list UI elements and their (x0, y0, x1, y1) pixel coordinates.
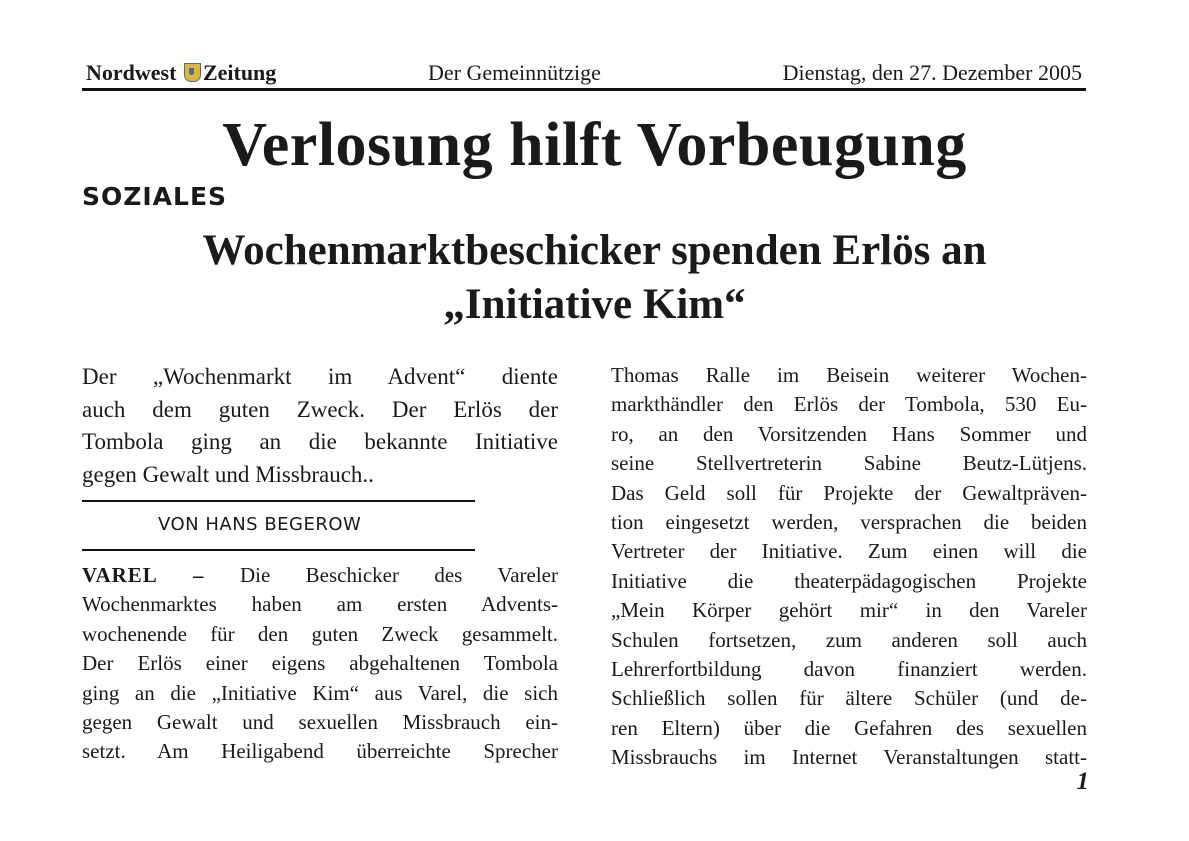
section-name: Der Gemeinnützige (428, 60, 601, 85)
body-column-1 (82, 561, 558, 767)
lead-paragraph (82, 361, 558, 491)
body-line: Missbrauchs im Internet Veranstaltungen statt- (611, 745, 1087, 770)
body-line: Lehrerfortbildung davon finanziert werden. (611, 656, 1087, 681)
body-line: Das Geld soll für Projekte der Gewaltpräven- (611, 480, 1087, 505)
page-number: 1 (1076, 768, 1089, 795)
issue-date: Dienstag, den 27. Dezember 2005 (782, 60, 1082, 85)
body-line: tion eingesetzt werden, versprachen die beiden (611, 509, 1087, 534)
body-line: ging an die „Initiative Kim“ aus Varel, die sich (82, 680, 558, 705)
byline-rule-top (82, 500, 475, 502)
body-line: wochenende für den guten Zweck gesammelt. (82, 621, 558, 646)
body-line: Thomas Ralle im Beisein weiterer Wochen- (611, 363, 1087, 387)
body-line: Schulen fortsetzen, zum anderen soll auch (611, 627, 1087, 652)
body-line: „Mein Körper gehört mir“ in den Vareler (611, 598, 1087, 623)
body-line: Wochenmarktes haben am ersten Advents- (82, 592, 558, 617)
newspaper-name-part1: Nordwest (86, 60, 177, 85)
lead-line: Tombola ging an die bekannte Initiative (82, 429, 558, 454)
headline: Verlosung hilft Vorbeugung (222, 111, 967, 179)
body-column-2 (611, 361, 1087, 772)
body-line: setzt. Am Heiligabend überreichte Sprecher (82, 739, 558, 764)
newspaper-name-part2: Zeitung (202, 60, 277, 85)
byline-rule-bottom (82, 549, 475, 551)
dateline: VAREL – (82, 563, 205, 587)
newspaper-name (86, 60, 276, 86)
kicker: SOZIALES (82, 182, 228, 211)
lead-line: gegen Gewalt und Missbrauch.. (82, 461, 374, 487)
body-line: ren Eltern) über die Gefahren des sexuellen (611, 715, 1087, 740)
subheadline-line: Wochenmarktbeschicker spenden Erlös an (202, 227, 987, 274)
body-line: ro, an den Vorsitzenden Hans Sommer und (611, 421, 1087, 446)
body-line: Der Erlös einer eigens abgehaltenen Tombola (82, 651, 558, 676)
body-line: seine Stellvertreterin Sabine Beutz-Lütjens. (611, 451, 1087, 476)
body-line (82, 561, 558, 590)
body-line: gegen Gewalt und sexuellen Missbrauch ein- (82, 709, 558, 734)
body-line: markthändler den Erlös der Tombola, 530 Eu- (611, 392, 1087, 417)
body-line: Schließlich sollen für ältere Schüler (und de- (611, 686, 1087, 711)
subheadline-line: „Initiative Kim“ (443, 281, 746, 328)
body-line: Vertreter der Initiative. Zum einen will die (611, 539, 1087, 564)
masthead (82, 58, 1086, 91)
lead-line: Der „Wochenmarkt im Advent“ diente (82, 364, 558, 389)
byline: VON HANS BEGEROW (158, 514, 362, 535)
body-line-text: Die Beschicker des Vareler (239, 563, 558, 587)
subheadline (0, 224, 1189, 332)
lead-line: auch dem guten Zweck. Der Erlös der (82, 396, 558, 422)
body-line: Initiative die theaterpädagogischen Projekte (611, 568, 1087, 593)
coat-of-arms-icon (184, 63, 201, 82)
